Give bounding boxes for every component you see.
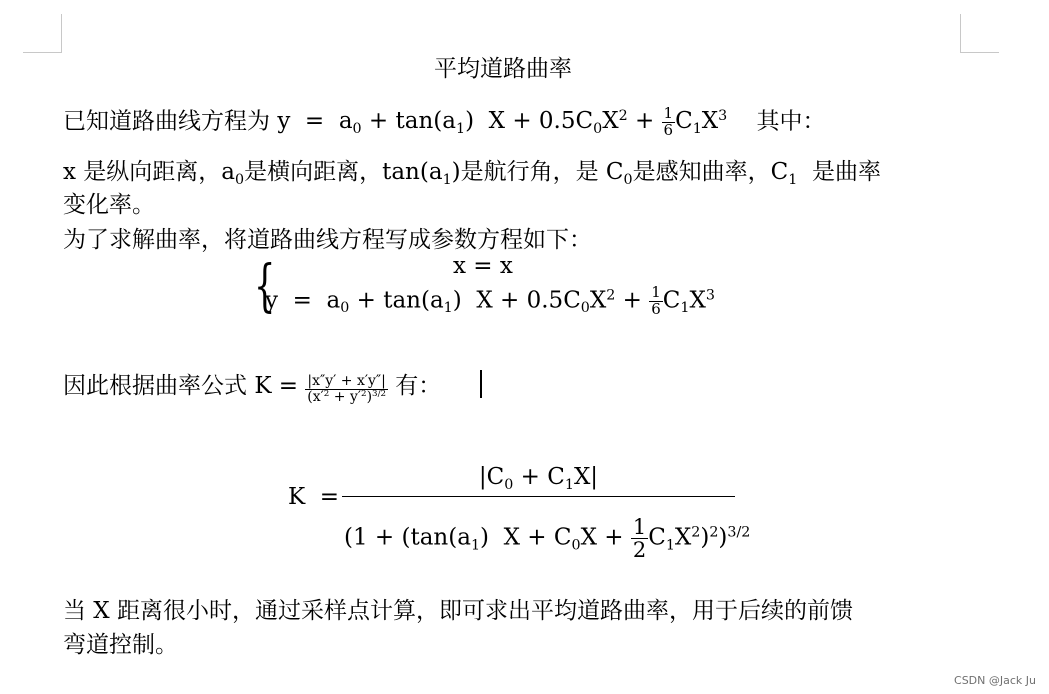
paragraph-conclusion: 当 X 距离很小时，通过采样点计算，即可求出平均道路曲率，用于后续的前馈 (63, 598, 853, 624)
parametric-equation-y: $y = a_0 + \tan(a_1) X + 0.5C_0X^2$ + $\frac{1}{6}$ $C_1X^3$ (265, 283, 715, 318)
equation-system-brace: { (254, 254, 276, 319)
paragraph-conclusion-cont: 弯道控制。 (63, 632, 178, 658)
curvature-result-denominator: ($1 + (\tan(a_1) X + C_0X$ + $\frac{1}{2}$ $C_1X^2)^2)^{3/2}$ (344, 515, 751, 563)
paragraph-variable-definitions-cont: 变化率。 (63, 192, 155, 218)
page-corner-mark-top-left (23, 14, 62, 53)
page-corner-mark-top-right (960, 14, 999, 53)
curvature-result-numerator: $|C_0 + C_1X|$ (478, 464, 599, 493)
curvature-result-fraction-bar (342, 496, 735, 497)
text-cursor (480, 370, 482, 398)
curvature-result-label: K = (288, 484, 340, 510)
parametric-equation-x: x = x (453, 253, 513, 279)
curve-equation-prefix: 已知道路曲线方程为 (63, 108, 270, 135)
document-title: 平均道路曲率 (434, 56, 572, 82)
paragraph-variable-definitions: x 是纵向距离，$a_0$是横向距离，$\tan(a_1)$是航行角，是 $C_0$是感知曲率，$C_1$ 是曲率 (63, 159, 881, 188)
curve-equation: $y = a_0 + \tan(a_1) X + 0.5C_0X^2$ + $\frac{1}{6}$ $C_1X^3$ (277, 104, 728, 139)
paragraph-curvature-formula: 因此根据曲率公式 K = $\frac{|x''y' + x'y''|}{(x'^2 + y'^2)^{3/2}}$ 有： (63, 373, 442, 405)
watermark: CSDN @Jack Ju (954, 674, 1036, 687)
paragraph-parametric-intro: 为了求解曲率，将道路曲线方程写成参数方程如下： (63, 227, 592, 253)
curvature-formula-fraction: $\frac{|x''y' + x'y''|}{(x'^2 + y'^2)^{3/2}}$ (307, 373, 387, 405)
paragraph-curve-equation (63, 106, 825, 139)
curve-equation-suffix: 其中： (756, 108, 826, 135)
